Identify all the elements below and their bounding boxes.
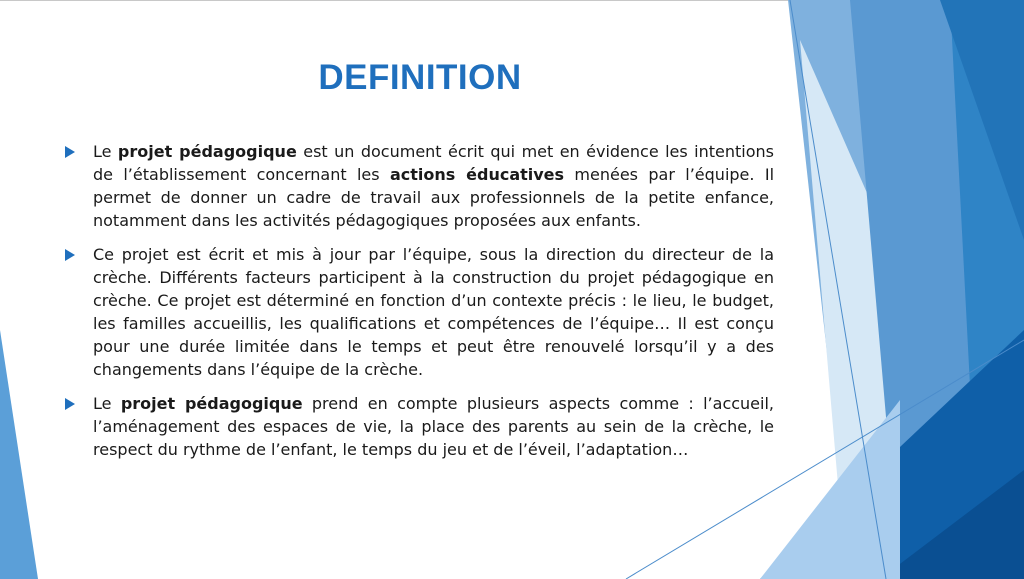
- list-item: [62, 140, 774, 232]
- bullet-text: [93, 140, 774, 232]
- bullet-arrow-icon: [65, 398, 75, 410]
- text-run: menées par l’équipe. Il permet de donner un cadre de travail aux professionnels de la petite enfance, notamment dans les activités pédagogiques proposées aux enfants.: [93, 165, 775, 230]
- bullet-list: [62, 140, 774, 472]
- left-edge-shape: [0, 330, 38, 579]
- bold-term: projet pédagogique: [117, 142, 297, 161]
- bold-term: actions éducatives: [389, 165, 565, 184]
- text-run: Ce projet est écrit et mis à jour par l’équipe, sous la direction du directeur de la crèche. Différents facteurs participent à la construction du projet pédagogique en crèche. Ce projet est déterminé en fonction d’un contexte précis : le lieu, le budget, les familles accueillis, les qualifications et compétences de l’équipe… Il est conçu pour une durée limitée dans le temps et peut être renouvelé lorsqu’il y a des changements dans l’équipe de la crèche.: [93, 245, 774, 379]
- list-item: [62, 243, 774, 381]
- text-run: Le: [93, 394, 121, 413]
- bullet-text: [93, 392, 774, 461]
- bullet-arrow-icon: [65, 146, 75, 158]
- text-run: Le: [93, 142, 118, 161]
- slide-title: DEFINITION: [318, 58, 522, 97]
- text-run: prend en compte plusieurs aspects comme : l’accueil, l’aménagement des espaces de vie, la place des parents au sein de la crèche, le respect du rythme de l’enfant, le temps du jeu et de l’éveil, l’adaptation…: [93, 394, 774, 459]
- text-run: est un document écrit qui met en évidence les intentions de l’établissement concernant les: [93, 142, 774, 184]
- list-item: [62, 392, 774, 461]
- bullet-arrow-icon: [65, 249, 75, 261]
- bullet-text: [93, 243, 774, 381]
- bold-term: projet pédagogique: [120, 394, 303, 413]
